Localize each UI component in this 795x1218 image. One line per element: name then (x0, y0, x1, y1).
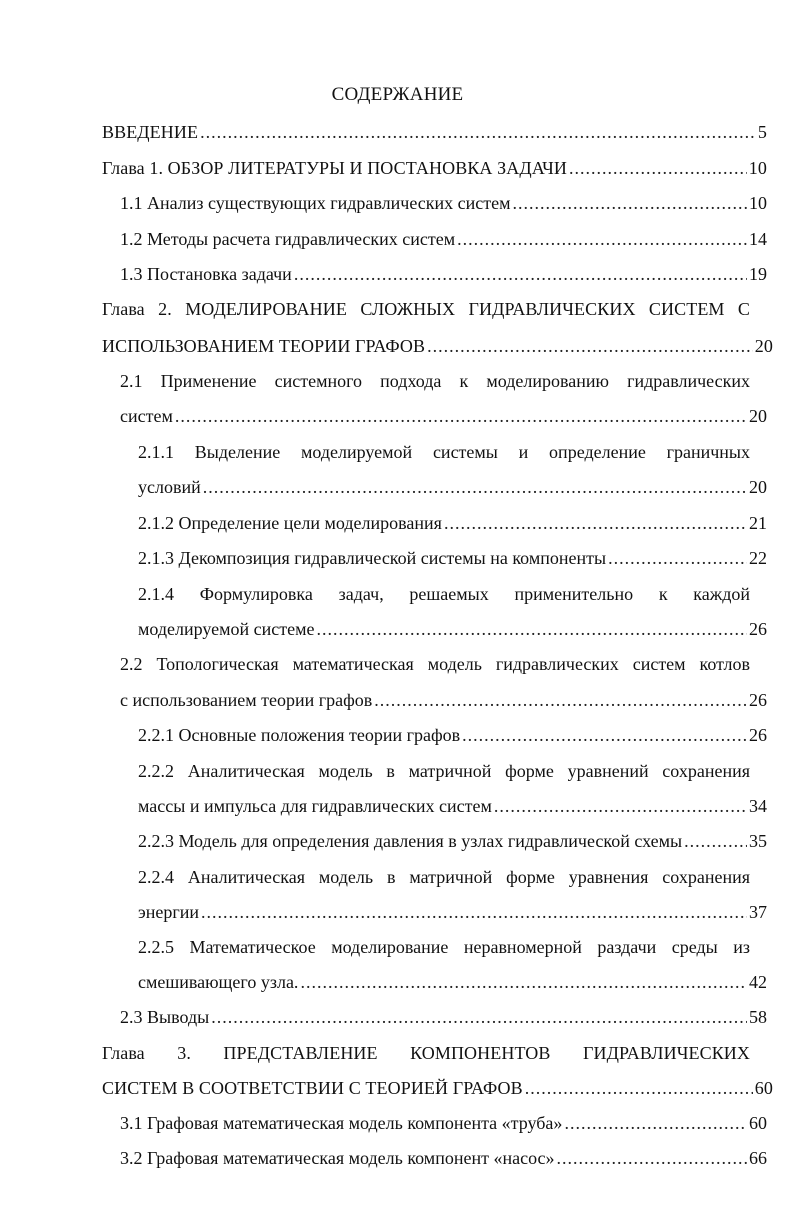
toc-entry-1-1[interactable] (120, 191, 767, 215)
toc-entry-text: условий (138, 477, 201, 497)
toc-entry-2-2-4[interactable] (138, 900, 767, 924)
toc-entry-text: 2.2.1 Основные положения теории графов (138, 725, 461, 745)
toc-entry-chapter-2[interactable] (102, 334, 773, 358)
toc-entry-page: 20 (749, 406, 767, 426)
toc-entry-2-2-5[interactable] (138, 970, 767, 994)
toc-entry-text: энергии (138, 902, 199, 922)
toc-entry-text: 3.2 Графовая математическая модель компонент «насос» (120, 1148, 555, 1168)
toc-entry-chapter-2-line-1[interactable]: Глава 2. МОДЕЛИРОВАНИЕ СЛОЖНЫХ ГИДРАВЛИЧЕСКИХ СИСТЕМ С (102, 299, 750, 319)
toc-entry-text: Глава 1. ОБЗОР ЛИТЕРАТУРЫ И ПОСТАНОВКА ЗАДАЧИ (102, 158, 567, 178)
toc-entry-page: 26 (749, 690, 767, 710)
toc-entry-2-2[interactable] (120, 688, 767, 712)
toc-entry-page: 26 (749, 619, 767, 639)
toc-entry-page: 26 (749, 725, 767, 745)
toc-entry-2-1-2[interactable] (138, 511, 767, 535)
toc-entry-text: с использованием теории графов (120, 690, 373, 710)
toc-entry-text: 3.1 Графовая математическая модель компонента «труба» (120, 1113, 563, 1133)
toc-entry-3-2[interactable] (120, 1146, 767, 1170)
toc-entry-2-1-line-1[interactable]: 2.1 Применение системного подхода к моделированию гидравлических (120, 371, 750, 391)
toc-entry-page: 5 (757, 122, 767, 142)
toc-entry-text: СИСТЕМ В СООТВЕТСТВИИ С ТЕОРИЕЙ ГРАФОВ (102, 1078, 523, 1098)
toc-entry-text: 2.2.3 Модель для определения давления в узлах гидравлической схемы (138, 831, 683, 851)
toc-entry-2-2-2-line-1[interactable]: 2.2.2 Аналитическая модель в матричной форме уравнений сохранения (138, 761, 750, 781)
toc-entry-2-2-5-line-1[interactable]: 2.2.5 Математическое моделирование неравномерной раздачи среды из (138, 937, 750, 957)
toc-entry-2-1-1-line-1[interactable]: 2.1.1 Выделение моделируемой системы и определение граничных (138, 442, 750, 462)
toc-entry-page: 21 (749, 513, 767, 533)
toc-entry-text: систем (120, 406, 173, 426)
toc-entry-2-3[interactable] (120, 1005, 767, 1029)
toc-entry-2-1-4-line-1[interactable]: 2.1.4 Формулировка задач, решаемых применительно к каждой (138, 584, 750, 604)
toc-entry-2-1-3[interactable] (138, 546, 767, 570)
toc-entry-text: 1.2 Методы расчета гидравлических систем (120, 229, 456, 249)
toc-entry-text: 2.3 Выводы (120, 1007, 210, 1027)
toc-entry-1-3[interactable] (120, 262, 767, 286)
toc-title: СОДЕРЖАНИЕ (331, 84, 464, 105)
toc-entry-text: ИСПОЛЬЗОВАНИЕМ ТЕОРИИ ГРАФОВ (102, 336, 426, 356)
toc-entry-page: 20 (754, 336, 773, 356)
toc-entry-page: 66 (749, 1148, 767, 1168)
toc-entry-text: моделируемой системе (138, 619, 315, 639)
toc-entry-page: 42 (749, 972, 767, 992)
toc-entry-text: ВВЕДЕНИЕ (102, 122, 199, 142)
toc-entry-text: 1.1 Анализ существующих гидравлических систем (120, 193, 511, 213)
toc-entry-page: 35 (749, 831, 767, 851)
toc-entry-page: 10 (749, 193, 767, 213)
toc-entry-chapter-3[interactable] (102, 1076, 773, 1100)
toc-entry-2-2-2[interactable] (138, 794, 767, 818)
toc-entry-chapter-1[interactable] (102, 156, 767, 180)
toc-entry-2-1-1[interactable] (138, 475, 767, 499)
toc-entry-page: 37 (749, 902, 767, 922)
toc-entry-2-1-4[interactable] (138, 617, 767, 641)
toc-entry-page: 19 (749, 264, 767, 284)
toc-entry-text: 2.1.3 Декомпозиция гидравлической системы на компоненты (138, 548, 607, 568)
toc-entry-page: 60 (754, 1078, 773, 1098)
toc-entry-page: 22 (749, 548, 767, 568)
toc-entry-chapter-3-line-1[interactable]: Глава 3. ПРЕДСТАВЛЕНИЕ КОМПОНЕНТОВ ГИДРАВЛИЧЕСКИХ (102, 1043, 750, 1063)
toc-entry-3-1[interactable] (120, 1111, 767, 1135)
toc-entry-page: 20 (749, 477, 767, 497)
toc-entry-1-2[interactable] (120, 227, 767, 251)
toc-entry-page: 34 (749, 796, 767, 816)
toc-entry-page: 58 (749, 1007, 767, 1027)
toc-entry-2-2-line-1[interactable]: 2.2 Топологическая математическая модель гидравлических систем котлов (120, 654, 750, 674)
toc-entry-text: 2.1.2 Определение цели моделирования (138, 513, 442, 533)
toc-entry-page: 14 (749, 229, 767, 249)
toc-entry-text: массы и импульса для гидравлических систем (138, 796, 492, 816)
toc-entry-2-2-4-line-1[interactable]: 2.2.4 Аналитическая модель в матричной форме уравнения сохранения (138, 867, 750, 887)
toc-entry-page: 60 (749, 1113, 767, 1133)
toc-entry-2-2-1[interactable] (138, 723, 767, 747)
toc-entry-intro[interactable] (102, 120, 767, 144)
toc-entry-2-1[interactable] (120, 404, 767, 428)
toc-entry-page: 10 (748, 158, 767, 178)
toc-entry-2-2-3[interactable] (138, 829, 767, 853)
toc-entry-text: смешивающего узла. (138, 972, 299, 992)
toc-entry-text: 1.3 Постановка задачи (120, 264, 292, 284)
